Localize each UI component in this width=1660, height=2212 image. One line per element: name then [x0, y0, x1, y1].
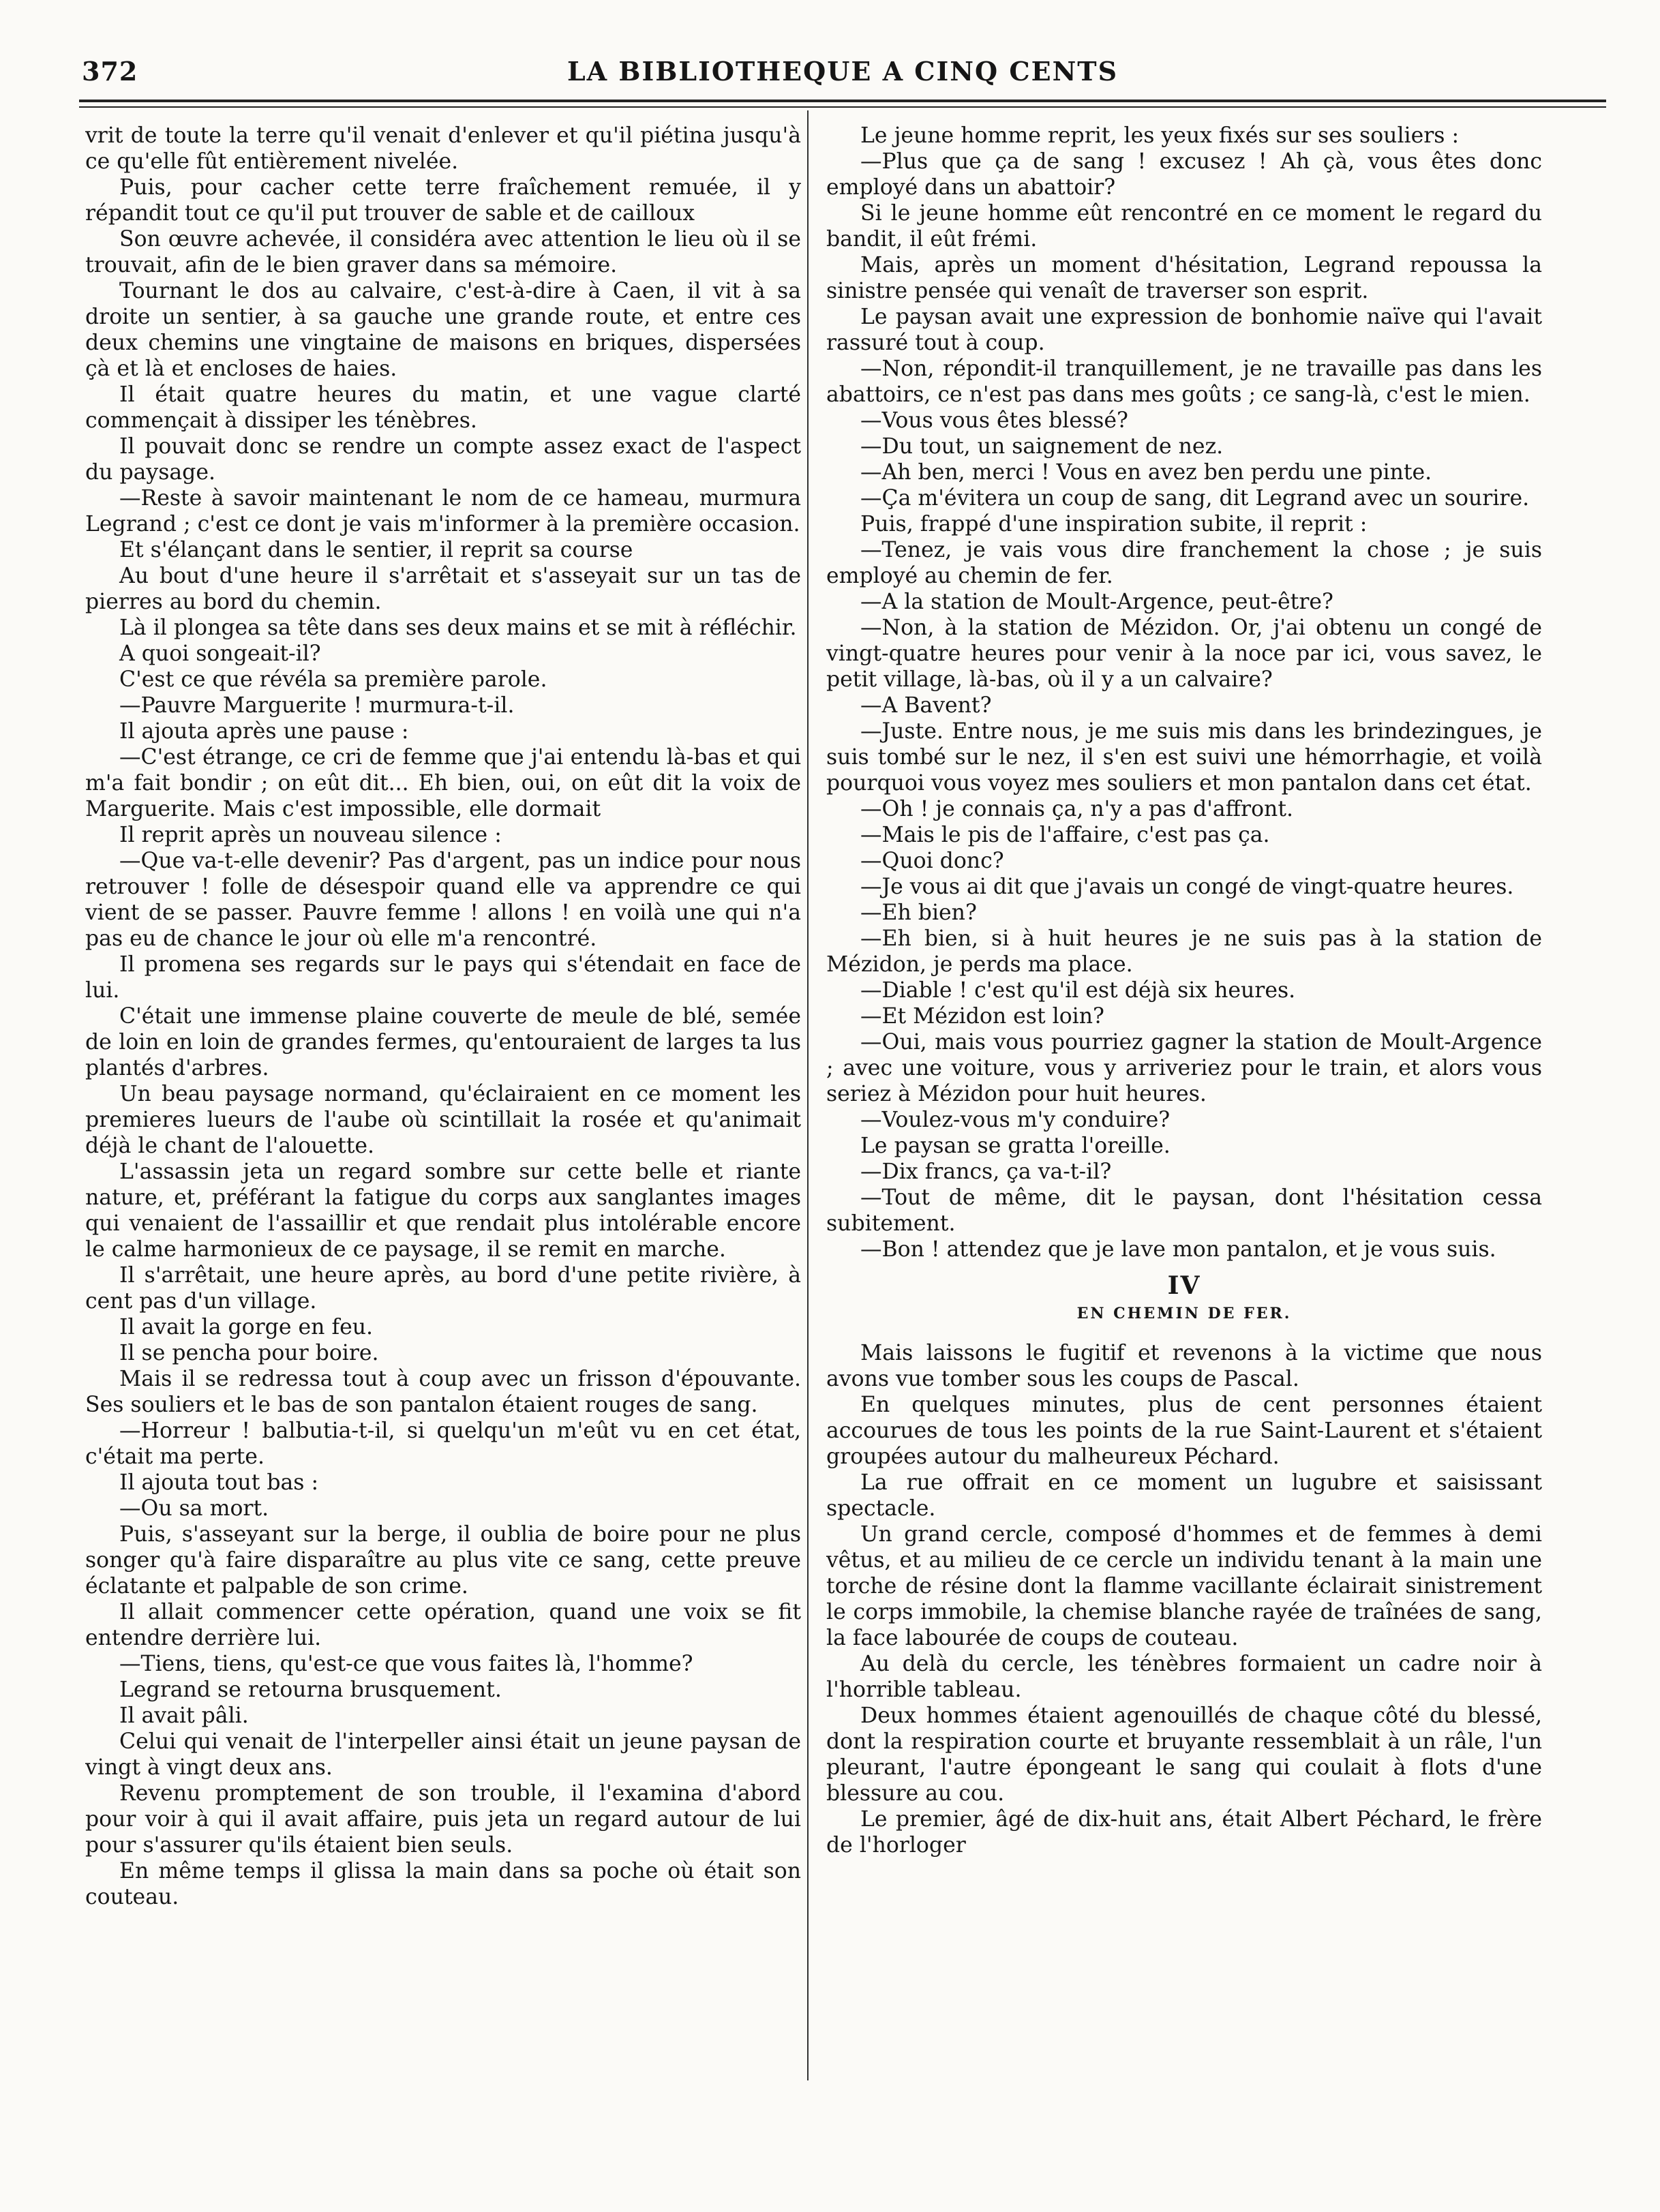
paragraph: Puis, frappé d'une inspiration subite, il reprit :	[860, 512, 1368, 536]
paragraph: —Oui, mais vous pourriez gagner la station de Moult-Argence ; avec une voiture, vous y arriveriez pour le train, et alors vous seriez à Mézidon pour huit heures.	[826, 1030, 1542, 1106]
paragraph: —Et Mézidon est loin?	[860, 1004, 1104, 1029]
paragraph: —Plus que ça de sang ! excusez ! Ah çà, vous êtes donc employé dans un abattoir?	[826, 149, 1542, 200]
paragraph: Tournant le dos au calvaire, c'est-à-dire à Caen, il vit à sa droite un sentier, à sa gauche une grande route, et entre ces deux chemins une vingtaine de maisons en briques, dispersées çà et là et encloses de haies.	[85, 279, 801, 381]
paragraph: vrit de toute la terre qu'il venait d'enlever et qu'il piétina jusqu'à ce qu'elle fût entièrement nivelée.	[85, 123, 801, 174]
paragraph: Le paysan avait une expression de bonhomie naïve qui l'avait rassuré tout à coup.	[826, 305, 1542, 355]
left-column	[85, 123, 801, 2100]
paragraph: Au bout d'une heure il s'arrêtait et s'asseyait sur un tas de pierres au bord du chemin.	[85, 564, 801, 614]
paragraph: Le premier, âgé de dix-huit ans, était Albert Péchard, le frère de l'horloger	[826, 1807, 1542, 1858]
paragraph: —Mais le pis de l'affaire, c'est pas ça.	[860, 823, 1270, 847]
paragraph: —Non, à la station de Mézidon. Or, j'ai obtenu un congé de vingt-quatre heures pour venir à la noce par ici, vous savez, le petit village, là-bas, où il y a un calvaire?	[826, 616, 1542, 692]
paragraph: Si le jeune homme eût rencontré en ce moment le regard du bandit, il eût frémi.	[826, 201, 1542, 252]
paragraph: —Juste. Entre nous, je me suis mis dans les brindezingues, je suis tombé sur le nez, il s'en est suivi une hémorrhagie, et voilà pourquoi vous voyez mes souliers et mon pantalon dans cet état.	[826, 719, 1542, 796]
paragraph: Un beau paysage normand, qu'éclairaient en ce moment les premieres lueurs de l'aube où scintillait la rosée et qu'animait déjà le chant de l'alouette.	[85, 1082, 801, 1158]
running-title: LA BIBLIOTHEQUE A CINQ CENTS	[567, 56, 1119, 87]
paragraph: Celui qui venait de l'interpeller ainsi était un jeune paysan de vingt à vingt deux ans.	[85, 1729, 801, 1780]
paragraph: Il se pencha pour boire.	[119, 1341, 379, 1365]
paragraph: —A Bavent?	[860, 693, 992, 718]
paragraph: —Oh ! je connais ça, n'y a pas d'affront.	[860, 797, 1294, 821]
paragraph: —Que va-t-elle devenir? Pas d'argent, pas un indice pour nous retrouver ! folle de désespoir quand elle va apprendre ce qui vient de se passer. Pauvre femme ! allons ! en voilà une qui n'a pas eu de chance le jour où elle m'a rencontré.	[85, 849, 801, 951]
paragraph: —Dix francs, ça va-t-il?	[860, 1160, 1112, 1184]
paragraph: Et s'élançant dans le sentier, il reprit sa course	[119, 538, 633, 562]
paragraph: Mais il se redressa tout à coup avec un frisson d'épouvante. Ses souliers et le bas de son pantalon étaient rouges de sang.	[85, 1367, 801, 1417]
paragraph: —Tenez, je vais vous dire franchement la chose ; je suis employé au chemin de fer.	[826, 538, 1542, 588]
paragraph: Deux hommes étaient agenouillés de chaque côté du blessé, dont la respiration courte et bruyante ressemblait à un râle, l'un pleurant, l'autre épongeant le sang qui coulait à flots d'une blessure au cou.	[826, 1703, 1542, 1806]
paragraph: Il reprit après un nouveau silence :	[119, 823, 502, 847]
paragraph: —Du tout, un saignement de nez.	[860, 434, 1224, 459]
paragraph: Là il plongea sa tête dans ses deux mains et se mit à réfléchir.	[119, 616, 797, 640]
paragraph: —Je vous ai dit que j'avais un congé de vingt-quatre heures.	[860, 875, 1514, 899]
paragraph: —Eh bien?	[860, 900, 977, 925]
paragraph: —Pauvre Marguerite ! murmura-t-il.	[119, 693, 515, 718]
paragraph: —Ça m'évitera un coup de sang, dit Legrand avec un sourire.	[860, 486, 1530, 511]
paragraph: —Bon ! attendez que je lave mon pantalon, et je vous suis.	[860, 1237, 1496, 1262]
paragraph: Puis, pour cacher cette terre fraîchement remuée, il y répandit tout ce qu'il put trouver de sable et de cailloux	[85, 175, 801, 226]
paragraph: Son œuvre achevée, il considéra avec attention le lieu où il se trouvait, afin de le bien graver dans sa mémoire.	[85, 227, 801, 277]
chapter-title: EN CHEMIN DE FER.	[1076, 1305, 1292, 1322]
paragraph: —Quoi donc?	[860, 849, 1004, 873]
header-rule-thick	[79, 100, 1606, 102]
paragraph: Il était quatre heures du matin, et une vague clarté commençait à dissiper les ténèbres.	[85, 382, 801, 433]
paragraph: A quoi songeait-il?	[119, 641, 321, 666]
paragraph: Au delà du cercle, les ténèbres formaient un cadre noir à l'horrible tableau.	[826, 1652, 1542, 1702]
paragraph: Revenu promptement de son trouble, il l'examina d'abord pour voir à qui il avait affaire, puis jeta un regard autour de lui pour s'assurer qu'ils étaient bien seuls.	[85, 1781, 801, 1858]
paragraph: Il allait commencer cette opération, quand une voix se fit entendre derrière lui.	[85, 1600, 801, 1650]
paragraph: —Ou sa mort.	[119, 1496, 269, 1521]
paragraph: C'est ce que révéla sa première parole.	[119, 667, 547, 692]
paragraph: —Eh bien, si à huit heures je ne suis pas à la station de Mézidon, je perds ma place.	[826, 926, 1542, 977]
paragraph: Il s'arrêtait, une heure après, au bord d'une petite rivière, à cent pas d'un village.	[85, 1263, 801, 1314]
header-rule-thin	[79, 106, 1606, 108]
paragraph: En quelques minutes, plus de cent personnes étaient accourues de tous les points de la rue Saint-Laurent et s'étaient groupées autour du malheureux Péchard.	[826, 1393, 1542, 1469]
paragraph: —Non, répondit-il tranquillement, je ne travaille pas dans les abattoirs, ce n'est pas dans mes goûts ; ce sang-là, c'est le mien.	[826, 357, 1542, 407]
paragraph: —Tout de même, dit le paysan, dont l'hésitation cessa subitement.	[826, 1185, 1542, 1236]
paragraph: En même temps il glissa la main dans sa poche où était son couteau.	[85, 1859, 801, 1909]
paragraph: —Reste à savoir maintenant le nom de ce hameau, murmura Legrand ; c'est ce dont je vais m'informer à la première occasion.	[85, 486, 801, 536]
paragraph: Le jeune homme reprit, les yeux fixés sur ses souliers :	[860, 123, 1460, 148]
right-column	[826, 123, 1542, 2100]
paragraph: Il avait la gorge en feu.	[119, 1315, 374, 1339]
paragraph: Il ajouta tout bas :	[119, 1470, 319, 1495]
paragraph: —C'est étrange, ce cri de femme que j'ai entendu là-bas et qui m'a fait bondir ; on eût dit... Eh bien, oui, on eût dit la voix de Marguerite. Mais c'est impossible, elle dormait	[85, 745, 801, 821]
page-header	[79, 56, 1606, 97]
paragraph: La rue offrait en ce moment un lugubre et saisissant spectacle.	[826, 1470, 1542, 1521]
paragraph: Il pouvait donc se rendre un compte assez exact de l'aspect du paysage.	[85, 434, 801, 485]
chapter-number: IV	[1167, 1271, 1201, 1300]
page-number: 372	[82, 56, 138, 87]
paragraph: Legrand se retourna brusquement.	[119, 1678, 502, 1702]
paragraph: Il ajouta après une pause :	[119, 719, 409, 744]
paragraph: —Ah ben, merci ! Vous en avez ben perdu une pinte.	[860, 460, 1432, 485]
paragraph: Il promena ses regards sur le pays qui s'étendait en face de lui.	[85, 952, 801, 1003]
paragraph: Puis, s'asseyant sur la berge, il oublia de boire pour ne plus songer qu'à faire disparaître au plus vite ce sang, cette preuve éclatante et palpable de son crime.	[85, 1522, 801, 1599]
paragraph: —Vous vous êtes blessé?	[860, 408, 1128, 433]
paragraph: —Tiens, tiens, qu'est-ce que vous faites là, l'homme?	[119, 1652, 693, 1676]
column-divider	[807, 110, 809, 2080]
paragraph: L'assassin jeta un regard sombre sur cette belle et riante nature, et, préférant la fatigue du corps aux sanglantes images qui venaient de l'assaillir et que rendait plus intolérable encore le calme harmonieux de ce paysage, il se remit en marche.	[85, 1160, 801, 1262]
paragraph: C'était une immense plaine couverte de meule de blé, semée de loin en loin de grandes fermes, qu'entouraient de larges ta lus plantés d'arbres.	[85, 1004, 801, 1080]
paragraph: Mais, après un moment d'hésitation, Legrand repoussa la sinistre pensée qui venaît de traverser son esprit.	[826, 253, 1542, 303]
paragraph: Le paysan se gratta l'oreille.	[860, 1134, 1171, 1158]
paragraph: —Voulez-vous m'y conduire?	[860, 1108, 1171, 1132]
paragraph: —A la station de Moult-Argence, peut-être?	[860, 590, 1333, 614]
paragraph: Un grand cercle, composé d'hommes et de femmes à demi vêtus, et au milieu de ce cercle un individu tenant à la main une torche de résine dont la flamme vacillante éclairait sinistrement le corps immobile, la chemise blanche rayée de traînées de sang, la face labourée de coups de couteau.	[826, 1522, 1542, 1650]
paragraph: —Diable ! c'est qu'il est déjà six heures.	[860, 978, 1296, 1003]
paragraph: Il avait pâli.	[119, 1703, 249, 1728]
paragraph: Mais laissons le fugitif et revenons à la victime que nous avons vue tomber sous les coups de Pascal.	[826, 1341, 1542, 1391]
paragraph: —Horreur ! balbutia-t-il, si quelqu'un m'eût vu en cet état, c'était ma perte.	[85, 1419, 801, 1469]
